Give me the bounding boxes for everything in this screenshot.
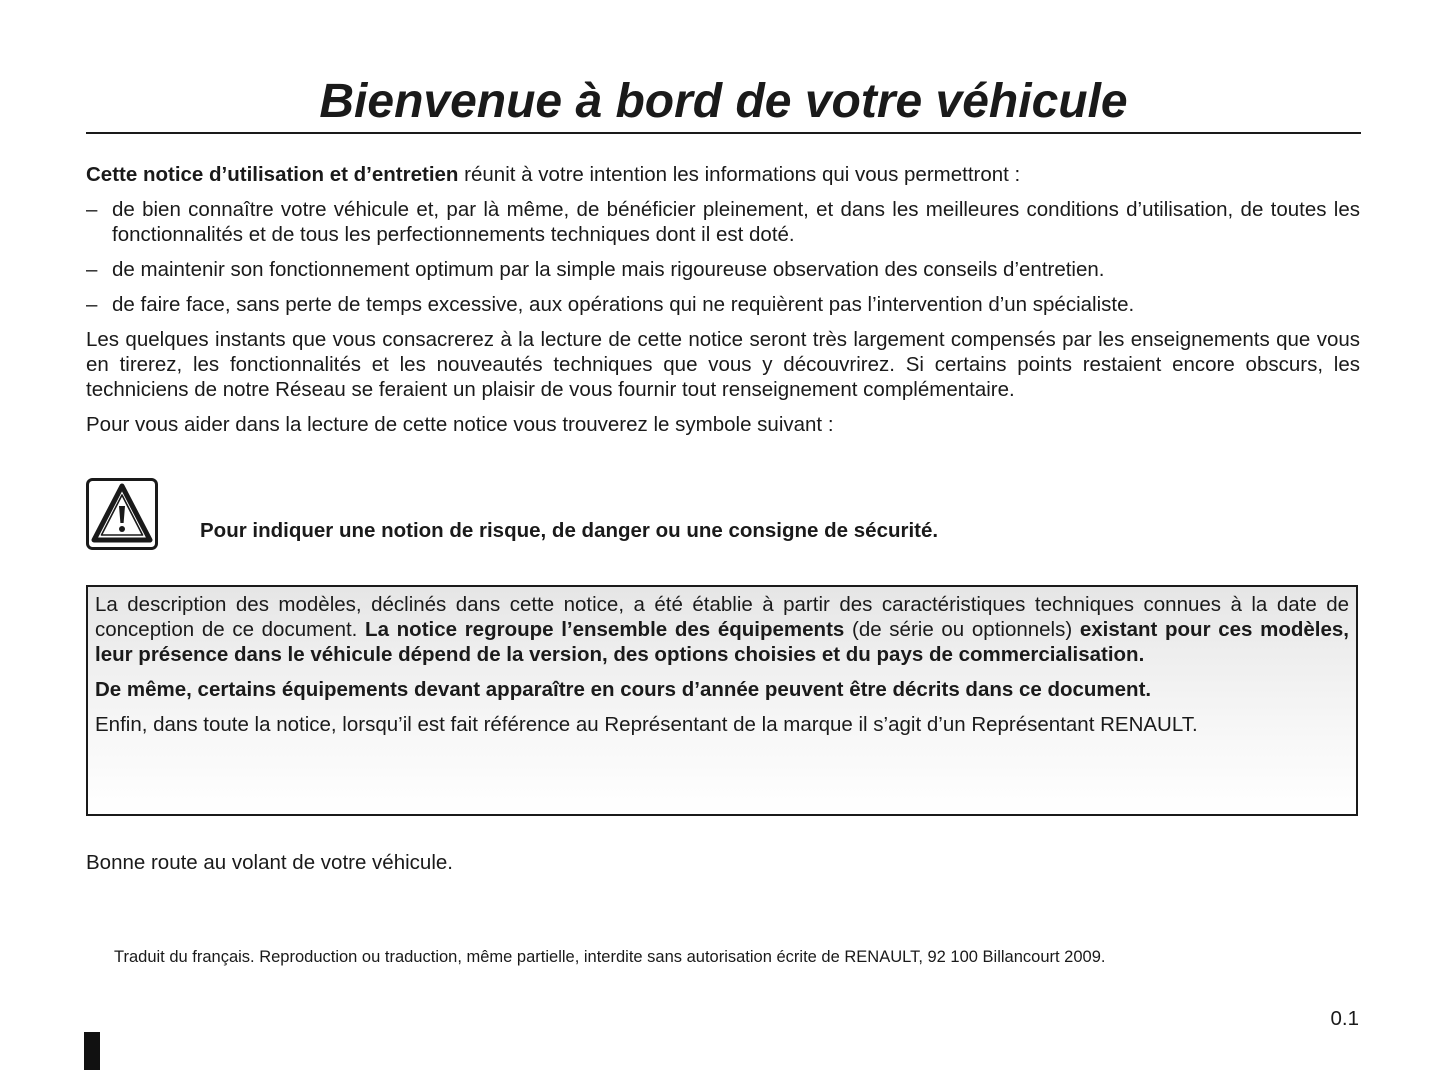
info-text: La description des modèles, déclinés dans cette notice, a été établie à partir des caractéristiques techniques connues à la date de conception de ce document. [95,593,1349,641]
info-paragraph [95,677,1349,702]
info-text: (de série ou optionnels) [844,618,1080,641]
bullet-dash: – [86,258,98,281]
copyright-note: Traduit du français. Reproduction ou traduction, même partielle, interdite sans autorisation écrite de RENAULT, 92 100 Billancourt 2009. [114,948,1106,966]
intro-section [86,162,1360,447]
warning-legend [86,478,1360,550]
bullet-item [86,197,1360,247]
intro-paragraph [86,162,1360,187]
closing-line: Bonne route au volant de votre véhicule. [86,851,453,874]
page-title: Bienvenue à bord de votre véhicule [319,75,1128,128]
intro-bold: Cette notice d’utilisation et d’entretien [86,163,459,186]
page-number: 0.1 [1330,1007,1359,1030]
info-bold-text: De même, certains équipements devant apparaître en cours d’année peuvent être décrits dans ce document. [95,678,1152,701]
body-paragraph: Les quelques instants que vous consacrerez à la lecture de cette notice seront très largement compensés par les enseignements que vous en tirerez, les fonctionnalités et les nouveautés techniques que vous y découvrirez. Si certains points restaient encore obscurs, les techniciens de notre Réseau se feraient un plaisir de vous fournir tout renseignement complémentaire. [86,328,1360,401]
warning-legend-text: Pour indiquer une notion de risque, de danger ou une consigne de sécurité. [200,519,939,542]
bullet-text: de bien connaître votre véhicule et, par là même, de bénéficier pleinement, et dans les meilleures conditions d’utilisation, de toutes les fonctionnalités et de tous les perfectionnements techniques dont il est doté. [112,198,1360,246]
page-edge-marker [84,1032,100,1070]
warning-triangle-icon [86,478,158,550]
info-bold-text: La notice regroupe l’ensemble des équipements [365,618,845,641]
symbol-intro-paragraph: Pour vous aider dans la lecture de cette notice vous trouverez le symbole suivant : [86,413,834,436]
info-bold-text: existant pour ces modèles, leur présence dans le véhicule dépend de la version, des options choisies et du pays de commercialisation. [95,618,1349,666]
bullet-text: de faire face, sans perte de temps excessive, aux opérations qui ne requièrent pas l’intervention d’un spécialiste. [112,293,1135,316]
bullet-item [86,292,1360,317]
info-paragraph [95,592,1349,667]
info-paragraph: Enfin, dans toute la notice, lorsqu’il est fait référence au Représentant de la marque il s’agit d’un Représentant RENAULT. [95,713,1198,736]
info-box [86,585,1358,816]
bullet-item [86,257,1360,282]
intro-rest: réunit à votre intention les informations qui vous permettront : [458,163,1021,186]
bullet-text: de maintenir son fonctionnement optimum par la simple mais rigoureuse observation des conseils d’entretien. [112,258,1105,281]
title-divider [86,132,1361,134]
bullet-dash: – [86,293,98,316]
bullet-dash: – [86,198,98,221]
